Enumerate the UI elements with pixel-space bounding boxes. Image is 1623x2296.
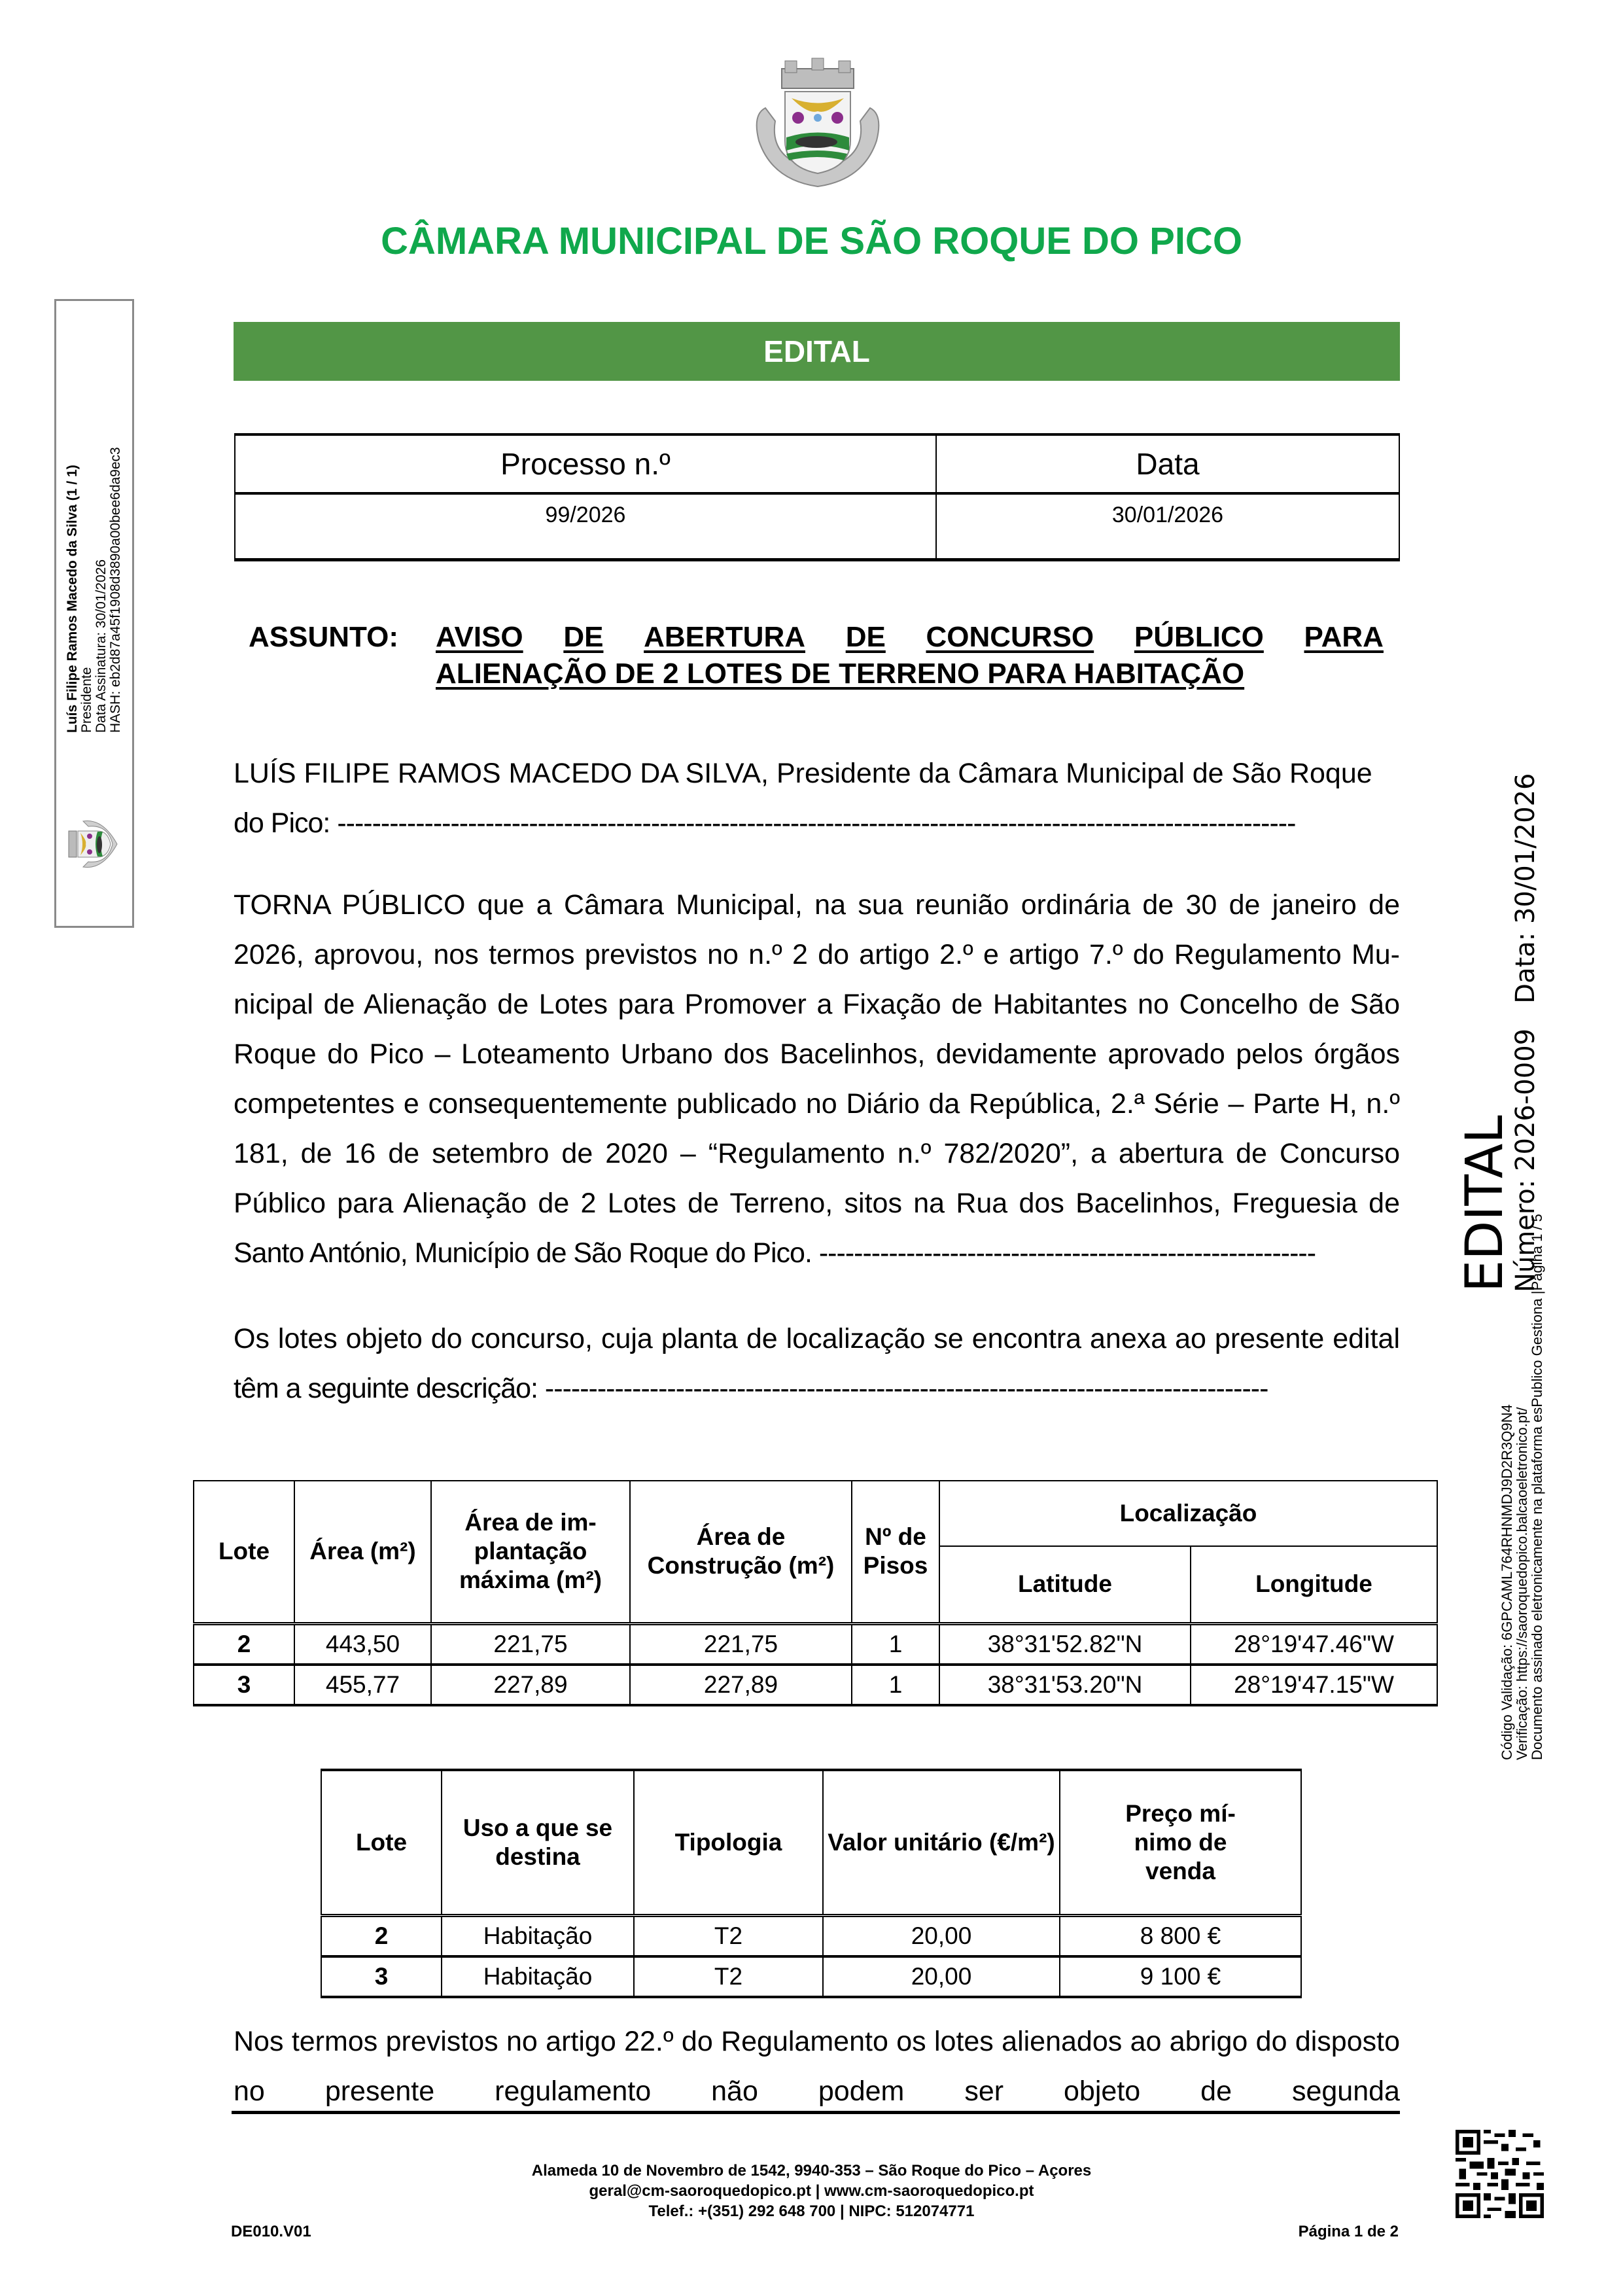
footer-contacts xyxy=(0,2161,1623,2221)
process-date-value: 30/01/2026 xyxy=(936,493,1399,560)
signature-date: Data Assinatura: 30/01/2026 xyxy=(94,559,109,733)
stamp-number-date: Número: 2026-0009 Data: 30/01/2026 xyxy=(1510,773,1541,1292)
col-area-construcao: Área de Construção (m²) xyxy=(630,1481,852,1623)
signature-hash: HASH: eb2d87a45f1908d3890a00bee6da9ec3 xyxy=(108,447,123,733)
organization-title: CÂMARA MUNICIPAL DE SÃO ROQUE DO PICO xyxy=(381,220,1242,262)
process-date-header: Data xyxy=(936,434,1399,493)
paragraph-lots-description: Os lotes objeto do concurso, cuja planta de localização se encontra anexa ao presente edital têm a seguinte descrição: ----------------------------------------------------------------------------------- xyxy=(234,1323,1400,1404)
platform-note: Documento assinado eletronicamente na plataforma esPublico Gestiona |Página 1 / 5 xyxy=(1529,1214,1545,1760)
col-area: Área (m²) xyxy=(294,1481,431,1623)
validation-info xyxy=(1499,1214,1544,1760)
col-latitude: Latitude xyxy=(939,1546,1191,1623)
table-row: 3 Habitação T2 20,00 9 100 € xyxy=(321,1956,1301,1997)
signer-name: Luís Filipe Ramos Macedo da Silva (1 / 1) xyxy=(65,465,80,733)
signer-role: Presidente xyxy=(79,667,94,733)
col-lote: Lote xyxy=(194,1481,294,1623)
footer-divider xyxy=(232,2111,1400,2114)
col-lote: Lote xyxy=(321,1770,442,1915)
col-longitude: Longitude xyxy=(1191,1546,1437,1623)
sale-conditions-table xyxy=(321,1769,1302,1998)
table-row: 2 Habitação T2 20,00 8 800 € xyxy=(321,1915,1301,1956)
signature-crest-icon xyxy=(63,815,122,874)
col-tipologia: Tipologia xyxy=(634,1770,823,1915)
table-row: 3 455,77 227,89 227,89 1 38°31'53.20"N 28°19'47.15"W xyxy=(194,1665,1437,1705)
footer-address: Alameda 10 de Novembro de 1542, 9940-353 – São Roque do Pico – Açores xyxy=(531,2162,1092,2180)
col-localizacao: Localização xyxy=(939,1481,1437,1546)
table-row: 2 443,50 221,75 221,75 1 38°31'52.82"N 28°19'47.46"W xyxy=(194,1623,1437,1665)
col-area-implantacao: Área de im-plantação máxima (m²) xyxy=(431,1481,630,1623)
validation-code: Código Validação: 6GPCAML764RHNMDJ9D2R3Q9N4 xyxy=(1499,1404,1515,1760)
stamp-title: EDITAL xyxy=(1456,1115,1514,1292)
qr-code-icon[interactable] xyxy=(1456,2130,1544,2218)
footer-email-web[interactable]: geral@cm-saoroquedopico.pt | www.cm-saoroquedopico.pt xyxy=(589,2182,1034,2200)
municipal-crest-icon xyxy=(746,56,890,193)
verification-url[interactable]: Verificação: https://saoroquedopico.balcaoeletronico.pt/ xyxy=(1514,1407,1530,1760)
paragraph-article-22: Nos termos previstos no artigo 22.º do Regulamento os lotes alienados ao abrigo do disposto no presente regulamento não podem ser objeto de segunda xyxy=(234,2026,1400,2107)
paragraph-public-notice: TORNA PÚBLICO que a Câmara Municipal, na sua reunião ordinária de 30 de janeiro de 2026, aprovou, nos termos previstos no n.º 2 do artigo 2.º e artigo 7.º do Regulamento Mu- nicipal de Alienação de Lotes para Promover a Fixação de Habitantes no Concelho de São Roque do Pico – Loteamento Urbano dos Bacelinhos, devidamente aprovado pelos órgãos competentes e consequentemente publicado no Diário da República, 2.ª Série – Parte H, n.º 181, de 16 de setembro de 2020 – “Regulamento n.º 782/2020”, a abertura de Concurso Público para Alienação de 2 Lotes de Terreno, sitos na Rua dos Bacelinhos, Freguesia de Santo António, Município de São Roque do Pico. --------------------------------------------------------- xyxy=(234,889,1400,1269)
process-number-value: 99/2026 xyxy=(235,493,936,560)
subject-text: AVISO DE ABERTURA DE CONCURSO PÚBLICO PARA ALIENAÇÃO DE 2 LOTES DE TERRENO PARA HABITAÇÃO xyxy=(436,621,1384,690)
paragraph-president: LUÍS FILIPE RAMOS MACEDO DA SILVA, Presidente da Câmara Municipal de São Roque do Pico: -------------------------------------------------------------------------------------------------------------- xyxy=(234,758,1372,839)
col-uso: Uso a que se destina xyxy=(442,1770,634,1915)
subject-label: ASSUNTO: xyxy=(249,621,398,653)
document-code: DE010.V01 xyxy=(231,2223,311,2240)
col-preco-minimo: Preço mí-nimo de venda xyxy=(1060,1770,1301,1915)
page-number: Página 1 de 2 xyxy=(1298,2223,1399,2240)
document-type-banner: EDITAL xyxy=(234,322,1400,381)
process-number-header: Processo n.º xyxy=(235,434,936,493)
lots-table xyxy=(193,1480,1438,1706)
col-pisos: Nº de Pisos xyxy=(852,1481,939,1623)
process-info-table xyxy=(234,433,1400,561)
footer-phone: Telef.: +(351) 292 648 700 | NIPC: 512074771 xyxy=(648,2202,975,2220)
col-valor-unitario: Valor unitário (€/m²) xyxy=(823,1770,1060,1915)
